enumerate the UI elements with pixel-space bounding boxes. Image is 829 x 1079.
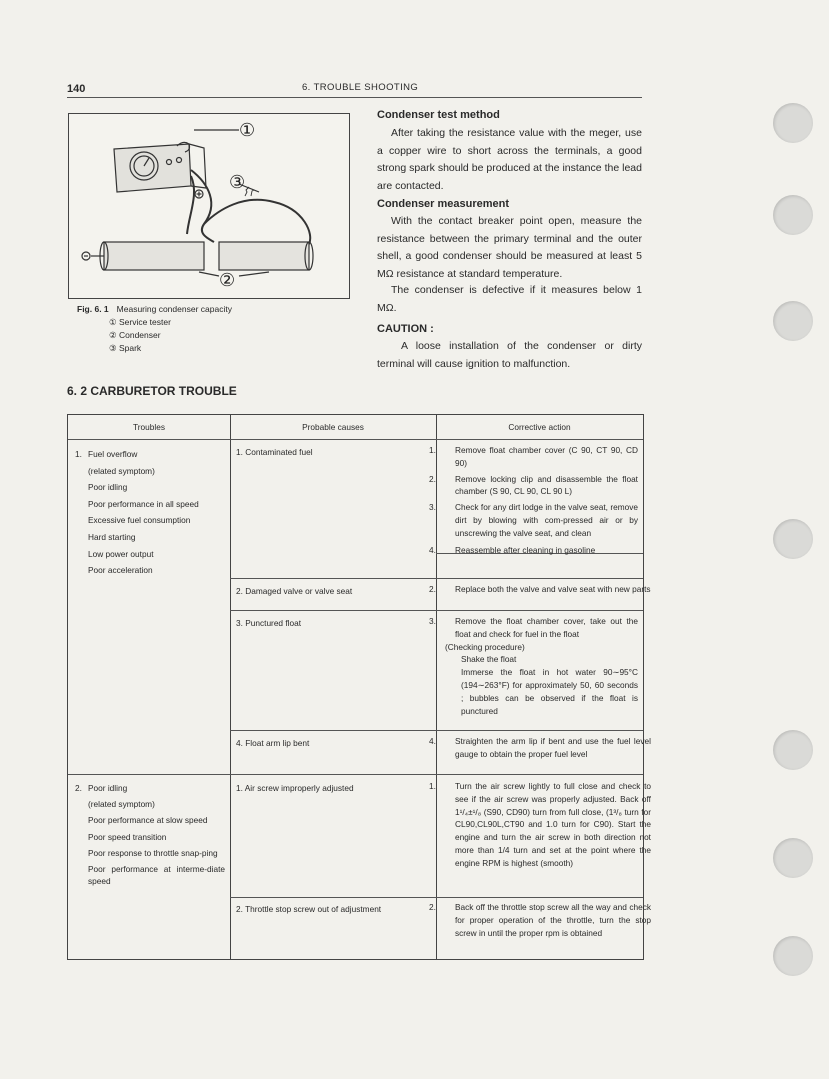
header-causes: Probable causes	[302, 422, 364, 432]
trouble-line: Poor response to throttle snap-ping	[88, 847, 218, 858]
column-divider	[230, 415, 231, 959]
trouble-line: Hard starting	[88, 531, 136, 542]
binder-hole	[773, 301, 813, 341]
header-rule	[67, 97, 642, 98]
cause-item: 3. Punctured float	[236, 618, 302, 628]
caption-item: ③ Spark	[109, 343, 142, 353]
row-divider	[230, 730, 643, 731]
action-text: Remove float chamber cover (C 90, CT 90, CD 90)	[455, 445, 638, 468]
trouble-line: Poor speed transition	[88, 831, 167, 842]
action-item	[429, 735, 651, 761]
condenser-test-illustration	[69, 114, 349, 298]
trouble-line: Poor idling	[88, 482, 128, 493]
checking-procedure-line: Immerse the float in hot water 90∼95°C (194∼263°F) for approximately 50, 60 seconds ; bubbles can be observed if the float is punctured	[461, 667, 638, 716]
caution-body: A loose installation of the condenser or dirty terminal will cause ignition to malfunction.	[377, 340, 642, 370]
action-item	[429, 780, 651, 870]
action-number: 4.	[429, 544, 436, 555]
callout-1: ①	[239, 120, 256, 140]
trouble-line: Poor idling	[88, 783, 128, 793]
action-item	[429, 473, 638, 499]
action-text: Check for any dirt lodge in the valve seat, remove dirt by blowing with com-pressed air or by unscrewing the valve seat, and clean	[455, 502, 638, 538]
header-divider	[68, 439, 643, 440]
page-number: 140	[67, 83, 86, 95]
header-action: Corrective action	[508, 422, 571, 432]
action-item	[429, 444, 638, 470]
trouble-line: (related symptom)	[88, 465, 155, 476]
condenser-test-heading: Condenser test method	[377, 109, 500, 121]
row-divider	[230, 610, 643, 611]
trouble-number: 1.	[75, 449, 82, 459]
condenser-test-body: After taking the resistance value with the meger, use a copper wire to short across the terminals, a good strong spark should be produced at the instance the lead are contacted.	[377, 127, 642, 192]
cause-item: 1. Contaminated fuel	[236, 447, 313, 457]
row-divider	[68, 774, 643, 775]
action-text: Reassemble after cleaning in gasoline	[455, 544, 596, 555]
trouble-line: Fuel overflow	[88, 449, 138, 459]
caption-label: Fig. 6. 1	[77, 304, 109, 314]
action-number: 3.	[429, 616, 436, 626]
action-group-contaminated	[429, 444, 638, 556]
action-item	[429, 501, 638, 539]
measurement-body: With the contact breaker point open, measure the resistance between the primary terminal and the outer shell, a good condenser should be measured at least 5 MΩ resistance at standard temperature.	[377, 215, 642, 280]
action-item	[429, 615, 638, 641]
binder-hole	[773, 103, 813, 143]
binder-hole	[773, 838, 813, 878]
action-text: Turn the air screw lightly to full close and check to see if the air screw was properly adjusted. Back off 1¹/₄±¹/₈ (S90, CD90) turn from full close, (1³/₈ turn for CL90,CL90L,CT90 and 1.0 turn for C90). Start the engine and turn the air screw in both direction not more than 1/4 turn and set at the point where the engine RPM is highest (smooth)	[455, 781, 651, 868]
trouble-line: Poor performance at slow speed	[88, 815, 208, 826]
trouble-number: 2.	[75, 783, 82, 793]
running-head: 6. TROUBLE SHOOTING	[302, 82, 419, 93]
action-number: 2.	[429, 473, 436, 484]
cause-item: 2. Damaged valve or valve seat	[236, 586, 353, 596]
trouble-line: Low power output	[88, 548, 154, 559]
row-divider	[230, 578, 643, 579]
action-number: 2.	[429, 584, 436, 594]
action-item	[429, 544, 638, 557]
action-text: Back off the throttle stop screw all the way and check for proper operation of the throttle, turn the stop screw in until the proper rpm is obtained	[455, 902, 651, 938]
action-number: 4.	[429, 736, 436, 746]
trouble-2	[75, 782, 225, 887]
trouble-line: Excessive fuel consumption	[88, 515, 191, 526]
figure-condenser-test	[68, 113, 350, 299]
action-text: Straighten the arm lip if bent and use the fuel level gauge to obtain the proper fuel level	[455, 736, 651, 759]
cause-item: 1. Air screw improperly adjusted	[236, 783, 354, 793]
binder-hole	[773, 730, 813, 770]
action-number: 3.	[429, 502, 436, 513]
action-item	[429, 583, 651, 596]
row-divider	[230, 897, 643, 898]
checking-procedure-heading: (Checking procedure)	[445, 641, 525, 652]
caption-text: Measuring condenser capacity	[116, 304, 232, 314]
trouble-line: (related symptom)	[88, 799, 155, 810]
header-troubles: Troubles	[133, 422, 165, 432]
binder-hole	[773, 519, 813, 559]
action-group-float	[429, 615, 638, 717]
action-text: Remove locking clip and disassemble the float chamber (S 90, CL 90, CL 90 L)	[455, 473, 638, 497]
caution-heading: CAUTION :	[377, 323, 434, 335]
binder-hole	[773, 936, 813, 976]
caption-item: ② Condenser	[109, 330, 161, 340]
trouble-line: Poor performance at interme-diate speed	[88, 864, 225, 887]
section-title: 6. 2 CARBURETOR TROUBLE	[67, 384, 237, 398]
caption-item: ① Service tester	[109, 317, 171, 327]
action-number: 1.	[429, 445, 436, 455]
cause-item: 4. Float arm lip bent	[236, 738, 310, 748]
measurement-heading: Condenser measurement	[377, 198, 510, 210]
trouble-line: Poor performance in all speed	[88, 498, 199, 509]
action-number: 1.	[429, 781, 436, 791]
figure-caption	[77, 303, 232, 355]
trouble-line: Poor acceleration	[88, 565, 153, 576]
callout-2: ②	[219, 270, 236, 290]
column-divider	[436, 415, 437, 959]
action-text: Replace both the valve and valve seat with new parts	[455, 584, 651, 594]
cause-item: 2. Throttle stop screw out of adjustment	[236, 904, 382, 914]
callout-3: ③	[229, 172, 246, 192]
binder-hole	[773, 195, 813, 235]
carburetor-trouble-table	[67, 414, 651, 960]
action-text: Remove the float chamber cover, take out the float and check for fuel in the float	[455, 616, 638, 639]
checking-procedure-line: Shake the float	[461, 654, 517, 665]
measurement-body: The condenser is defective if it measures below 1 MΩ.	[377, 284, 642, 314]
action-item	[429, 901, 651, 939]
action-number: 2.	[429, 902, 436, 912]
trouble-1	[75, 446, 225, 579]
